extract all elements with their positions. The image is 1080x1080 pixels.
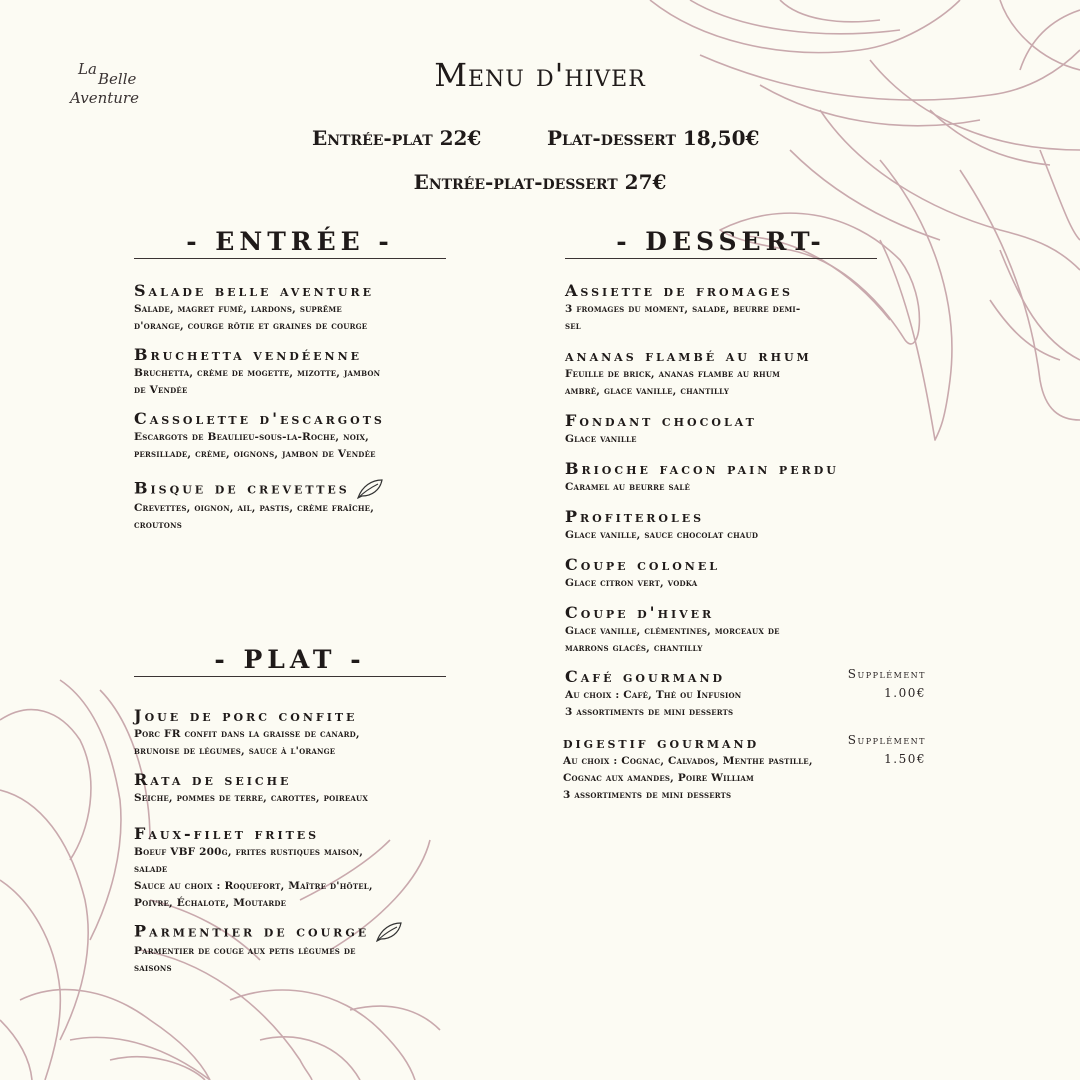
- item-name: Rata de seiche: [134, 770, 292, 789]
- price-entree-plat-dessert: Entrée-plat-dessert 27€: [413, 170, 667, 194]
- menu-item: [134, 345, 380, 399]
- section-title-dessert: - DESSERT-: [565, 227, 877, 259]
- logo-line-3: Aventure: [70, 89, 139, 107]
- item-description: 3 fromages du moment, salade, beurre demi- sel: [565, 303, 801, 332]
- item-name: Salade belle aventure: [134, 281, 374, 300]
- item-name: Parmentier de courge: [134, 921, 370, 941]
- section-title-plat: - PLAT -: [134, 645, 446, 677]
- menu-item: [134, 824, 373, 912]
- item-description: Glace vanille, clémentines, morceaux de marrons glacés, chantilly: [565, 625, 780, 654]
- item-name: Brioche facon pain perdu: [565, 459, 839, 478]
- item-description: Caramel au beurre salé: [565, 481, 691, 493]
- section-title-entree: - ENTRÉE -: [134, 227, 446, 259]
- menu-item: [134, 281, 374, 335]
- item-description: Seiche, pommes de terre, carottes, poireaux: [134, 792, 368, 804]
- item-name: Cassolette d'escargots: [134, 409, 385, 428]
- item-name: Profiteroles: [565, 507, 705, 526]
- menu-item: [565, 507, 758, 544]
- menu-item: [565, 281, 800, 335]
- menu-item: [565, 411, 757, 448]
- item-description: Escargots de Beaulieu-sous-la-Roche, noix, persillade, crème, oignons, jambon de Vendée: [134, 431, 376, 460]
- item-name: Café gourmand: [565, 667, 726, 686]
- item-name: Bruchetta vendéenne: [134, 345, 363, 364]
- supplement-price: 1.50€: [884, 752, 926, 766]
- item-description: Parmentier de couge aux petis légumes de saisons: [134, 945, 356, 974]
- item-name: Fondant chocolat: [565, 411, 757, 430]
- menu-item: [134, 921, 403, 977]
- leaf-icon: [356, 478, 384, 500]
- logo-line-1: La: [78, 60, 97, 78]
- item-name: Coupe d'hiver: [565, 603, 715, 622]
- item-name: Coupe colonel: [565, 555, 720, 574]
- item-name: ananas flambé au rhum: [565, 346, 812, 365]
- price-plat-dessert: Plat-dessert 18,50€: [547, 126, 760, 150]
- price-entree-plat: Entrée-plat 22€: [312, 126, 482, 150]
- menu-item: [565, 667, 741, 721]
- item-name: Faux-filet frites: [134, 824, 320, 843]
- menu-item: [134, 478, 384, 534]
- supplement-label: Supplément: [847, 733, 926, 747]
- page-title: Menu d'hiver: [434, 56, 646, 94]
- item-name: Bisque de crevettes: [134, 478, 350, 498]
- menu-item: [565, 459, 839, 496]
- item-description: Glace citron vert, vodka: [565, 577, 698, 589]
- item-description: Crevettes, oignon, ail, pastis, crème fraîche, croutons: [134, 502, 375, 531]
- menu-item: [565, 603, 780, 657]
- menu-item: [565, 555, 720, 592]
- item-description: Au choix : Café, Thé ou Infusion 3 assortiments de mini desserts: [565, 689, 742, 718]
- supplement-digestif: [790, 731, 926, 769]
- item-description: Porc FR confit dans la graisse de canard, brunoise de légumes, sauce à l'orange: [134, 728, 360, 757]
- menu-item: [134, 770, 368, 807]
- item-description: Glace vanille, sauce chocolat chaud: [565, 529, 759, 541]
- menu-item: [134, 409, 385, 463]
- supplement-cafe: [790, 665, 926, 703]
- item-name-row: [134, 921, 403, 943]
- item-name: Assiette de fromages: [565, 281, 793, 300]
- item-name: digestif gourmand: [563, 733, 760, 752]
- item-description: Glace vanille: [565, 433, 637, 445]
- menu-item: [134, 706, 360, 760]
- logo-line-2: Belle: [98, 70, 137, 88]
- item-description: Feuille de brick, ananas flambe au rhum ambré, glace vanille, chantilly: [565, 368, 781, 397]
- supplement-label: Supplément: [847, 667, 926, 681]
- supplement-price: 1.00€: [884, 686, 926, 700]
- item-description: Salade, magret fumé, lardons, suprême d'orange, courge rôtie et graines de courge: [134, 303, 368, 332]
- item-description: Bruchetta, crème de mogette, mizotte, jambon de Vendée: [134, 367, 381, 396]
- menu-item: [563, 733, 813, 804]
- item-name-row: [134, 478, 384, 500]
- item-name: Joue de porc confite: [134, 706, 358, 725]
- menu-item: [565, 346, 812, 400]
- item-description: Boeuf VBF 200g, frites rustiques maison, salade Sauce au choix : Roquefort, Maître d'hôtel, Poivre, Échalote, Moutarde: [134, 846, 373, 909]
- item-description: Au choix : Cognac, Calvados, Menthe pastille, Cognac aux amandes, Poire William 3 assortiments de mini desserts: [563, 755, 813, 801]
- leaf-icon: [375, 921, 403, 943]
